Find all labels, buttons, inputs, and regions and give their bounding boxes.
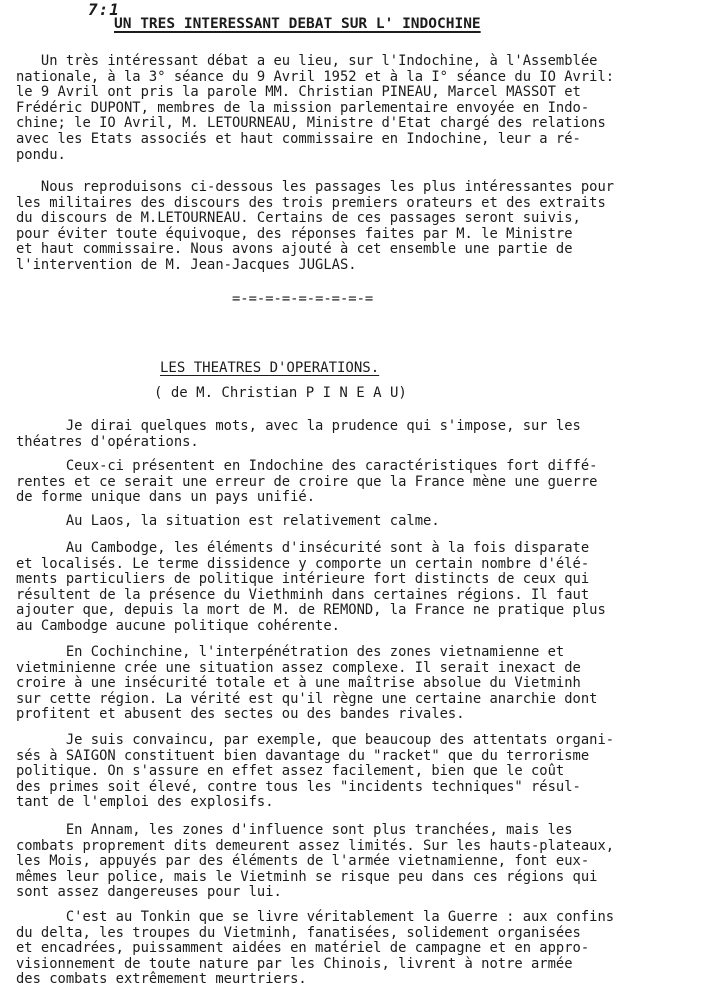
body-paragraph-4: Au Cambodge, les éléments d'insécurité sont à la fois disparate et localisés. Le terme dissidence y comporte un certain nombre d'élé- ments particuliers de politique intérieure fort distincts de ceux qui résultent de la présence du Viethminh dans certaines régions. Il faut ajouter que, depuis la mort de M. de REMOND, la France ne pratique plus au Cambodge aucune politique cohérente. [16,540,606,634]
body-paragraph-2: Ceux-ci présentent en Indochine des caractéristiques fort diffé- rentes et ce serait une erreur de croire que la France mène une guerre de forme unique dans un pays unifié. [16,458,598,506]
body-paragraph-6: Je suis convaincu, par exemple, que beaucoup des attentats organi- sés à SAIGON constituent bien davantage du "racket" que du terrorisme politique. On s'assure en effet assez facilement, bien que le coût des primes soit élevé, contre tous les "incidents techniques" résul- tant de l'emploi des explosifs. [16,732,615,811]
body-paragraph-1: Je dirai quelques mots, avec la prudence qui s'impose, sur les théatres d'opérations. [16,418,581,450]
section-separator: =-=-=-=-=-=-=-=-= [232,291,374,307]
document-title: UN TRES INTERESSANT DEBAT SUR L' INDOCHINE [114,16,481,32]
page-number-mark: 7:1 [88,0,120,19]
body-paragraph-7: En Annam, les zones d'influence sont plus tranchées, mais les combats proprement dits demeurent assez limités. Sur les hauts-plateaux, les Mois, appuyés par des éléments de l'armée vietnamienne, font eux- mêmes leur police, mais le Vietminh se risque peu dans ces régions qui sont assez dangereuses pour lui. [16,822,615,901]
body-paragraph-3: Au Laos, la situation est relativement calme. [16,513,440,529]
intro-paragraph-2: Nous reproduisons ci-dessous les passages les plus intéressantes pour les militaires des discours des trois premiers orateurs et des extraits du discours de M.LETOURNEAU. Certains de ces passages seront suivis, pour éviter toute équivoque, des réponses faites par M. le Ministre et haut commissaire. Nous avons ajouté à cet ensemble une partie de l'intervention de M. Jean-Jacques JUGLAS. [16,179,615,273]
body-paragraph-8: C'est au Tonkin que se livre véritablement la Guerre : aux confins du delta, les troupes du Vietminh, fanatisées, solidement organisées et encadrées, puissamment aidées en matériel de campagne et en appro- visionnement de toute nature par les Chinois, livrent à notre armée des combats extrêmement meurtriers. [16,909,615,988]
intro-paragraph-1: Un très intéressant débat a eu lieu, sur l'Indochine, à l'Assemblée nationale, à la 3° séance du 9 Avril 1952 et à la I° séance du IO Avril: le 9 Avril ont pris la parole MM. Christian PINEAU, Marcel MASSOT et Frédéric DUPONT, membres de la mission parlementaire envoyée en Indo- chine; le IO Avril, M. LETOURNEAU, Ministre d'Etat chargé des relations avec les Etats associés et haut commissaire en Indochine, leur a ré- pondu. [16,53,615,163]
section-attribution: ( de M. Christian P I N E A U) [154,385,407,401]
section-heading: LES THEATRES D'OPERATIONS. [160,360,380,376]
body-paragraph-5: En Cochinchine, l'interpénétration des zones vietnamienne et vietminienne crée une situation assez complexe. Il serait inexact de croire à une insécurité totale et à une maîtrise absolue du Vietminh sur cette région. La vérité est qu'il règne une certaine anarchie dont profitent et abusent des sectes ou des bandes rivales. [16,644,598,723]
